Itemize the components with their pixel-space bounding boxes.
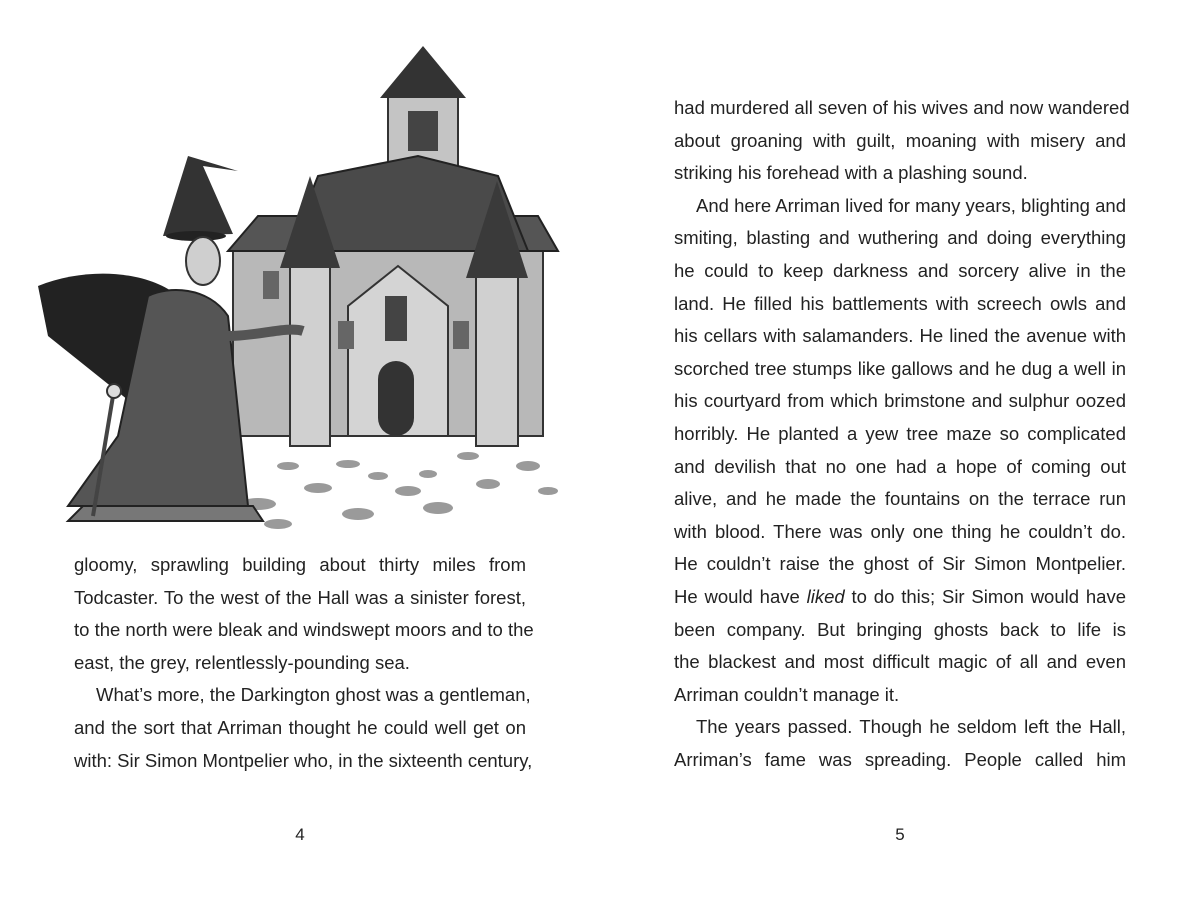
text-line: east, the grey, relentlessly-pounding sea. (74, 651, 410, 673)
text-line: Todcaster. To the west of the Hall was a sinister forest, (74, 586, 526, 608)
text-line: What’s more, the Darkington ghost was a gentleman, (96, 684, 531, 706)
text-line: Arriman’s fame was spreading. People called him (674, 748, 1126, 770)
page-number: 4 (295, 825, 305, 844)
text-line: smiting, blasting and wuthering and doing everything (674, 227, 1126, 249)
left-page-text (74, 549, 534, 777)
text-line: and devilish that no one had a hope of coming out (674, 455, 1126, 477)
text-fragment: to do this; Sir Simon would have (844, 585, 1126, 607)
text-line: the blackest and most difficult magic of all and even (674, 651, 1126, 673)
text-line: about groaning with guilt, moaning with misery and (674, 129, 1126, 151)
text-line: alive, and he made the fountains on the terrace run (674, 488, 1126, 510)
text-line: Arriman couldn’t manage it. (674, 683, 900, 705)
text-fragment: He would have (674, 585, 807, 607)
text-line: with blood. There was only one thing he couldn’t do. (674, 520, 1126, 542)
cobblestones (240, 452, 558, 529)
text-line: And here Arriman lived for many years, blighting and (696, 194, 1126, 216)
text-line: striking his forehead with a plashing sound. (674, 162, 1028, 184)
text-line: had murdered all seven of his wives and now wandered (674, 97, 1130, 118)
text-line: his courtyard from which brimstone and sulphur oozed (674, 390, 1126, 412)
right-page-text (674, 92, 1130, 776)
right-page (600, 0, 1200, 910)
text-line: gloomy, sprawling building about thirty miles from (74, 554, 526, 575)
text-line-with-emphasis (674, 581, 1126, 614)
text-line: to the north were bleak and windswept moors and to the (74, 619, 534, 641)
text-line: land. He filled his battlements with screech owls and (674, 292, 1126, 314)
castle-wizard-illustration (28, 36, 568, 532)
text-line: his cellars with salamanders. He lined the avenue with (674, 325, 1126, 347)
text-line: He couldn’t raise the ghost of Sir Simon Montpelier. (674, 553, 1126, 575)
emphasized-word: liked (806, 585, 845, 607)
page-number: 5 (895, 825, 905, 844)
text-line: and the sort that Arriman thought he could well get on (74, 716, 526, 738)
text-line: The years passed. Though he seldom left the Hall, (696, 716, 1126, 738)
text-line: been company. But bringing ghosts back to life is (674, 618, 1126, 640)
gothic-castle (228, 46, 558, 446)
text-line: horribly. He planted a yew tree maze so complicated (674, 422, 1126, 444)
text-line: with: Sir Simon Montpelier who, in the sixteenth century, (74, 749, 533, 771)
text-line: he could to keep darkness and sorcery alive in the (674, 259, 1126, 281)
text-line: scorched tree stumps like gallows and he dug a well in (674, 357, 1126, 379)
